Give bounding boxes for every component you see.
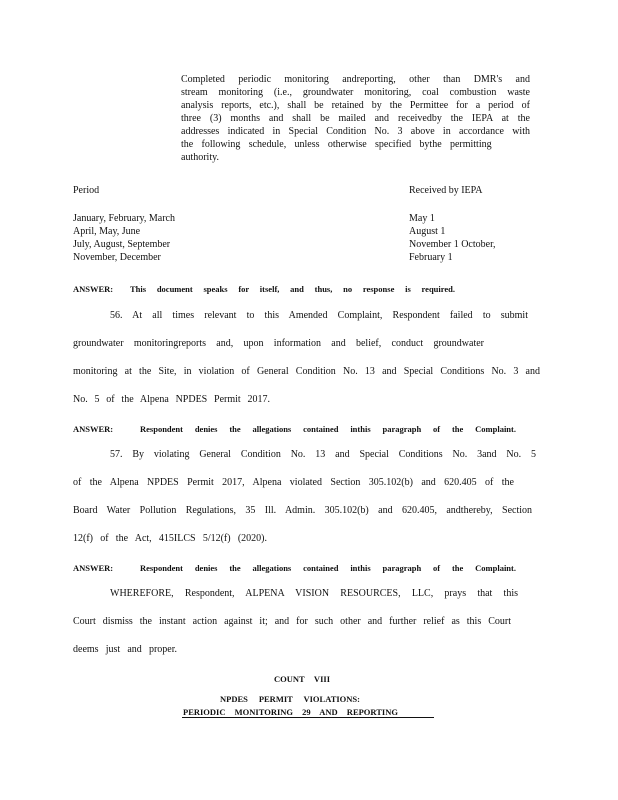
schedule-received-date: November 1 October, [409,239,496,250]
paragraph-56-line: No. 5 of the Alpena NPDES Permit 2017. [73,394,270,405]
count-subheading-2: PERIODIC MONITORING 29 AND REPORTING [183,707,398,717]
intro-line: analysis reports, etc.), shall be retained by the Permittee for a period of [181,100,530,111]
wherefore-line: deems just and proper. [73,644,177,655]
paragraph-56-line: monitoring at the Site, in violation of General Condition No. 13 and Special Conditions No. 3 and [73,366,540,377]
intro-line: the following schedule, unless otherwise specified bythe permitting [181,139,492,150]
answer-text: This document speaks for itself, and thus, no response is required. [130,284,455,294]
schedule-header-received: Received by IEPA [409,185,483,196]
intro-paragraph [181,73,530,164]
schedule-received-date: August 1 [409,226,446,237]
paragraph-57-line: 12(f) of the Act, 415ILCS 5/12(f) (2020). [73,533,267,544]
schedule-received-date: May 1 [409,213,435,224]
paragraph-57-line: of the Alpena NPDES Permit 2017, Alpena violated Section 305.102(b) and 620.405 of the [73,477,514,488]
paragraph-56-line: 56. At all times relevant to this Amended Complaint, Respondent failed to submit [110,310,528,321]
answer-text: Respondent denies the allegations contained inthis paragraph of the Complaint. [140,563,516,573]
answer-label: ANSWER: [73,424,114,434]
paragraph-57-line: 57. By violating General Condition No. 13 and Special Conditions No. 3and No. 5 [110,449,536,460]
schedule-period: November, December [73,252,161,263]
intro-line: Completed periodic monitoring andreporting, other than DMR's and [181,74,530,85]
wherefore-line: Court dismiss the instant action against it; and for such other and further relief as this Court [73,616,511,627]
answer-label: ANSWER: [73,563,114,573]
intro-line: addresses indicated in Special Condition No. 3 above in accordance with [181,126,530,137]
count-heading: COUNT VIII [274,674,330,684]
schedule-period: January, February, March [73,213,175,224]
intro-line: stream monitoring (i.e., groundwater monitoring, coal combustion waste [181,87,530,98]
answer-text: Respondent denies the allegations contained inthis paragraph of the Complaint. [140,424,516,434]
intro-line: authority. [181,152,219,163]
intro-line: three (3) months and shall be mailed and receivedby the IEPA at the [181,113,530,124]
schedule-received-date: February 1 [409,252,453,263]
heading-underline [182,717,434,718]
schedule-header-period: Period [73,185,100,196]
answer-label: ANSWER: [73,284,114,294]
schedule-period: April, May, June [73,226,141,237]
count-subheading: NPDES PERMIT VIOLATIONS: [220,694,360,704]
paragraph-56-line: groundwater monitoringreports and, upon information and belief, conduct groundwater [73,338,484,349]
schedule-periods [73,212,175,264]
schedule-period: July, August, September [73,239,171,250]
schedule-received [409,212,496,264]
paragraph-57-line: Board Water Pollution Regulations, 35 Ill. Admin. 305.102(b) and 620.405, andthereby, Section [73,505,532,516]
wherefore-line: WHEREFORE, Respondent, ALPENA VISION RESOURCES, LLC, prays that this [110,588,518,599]
